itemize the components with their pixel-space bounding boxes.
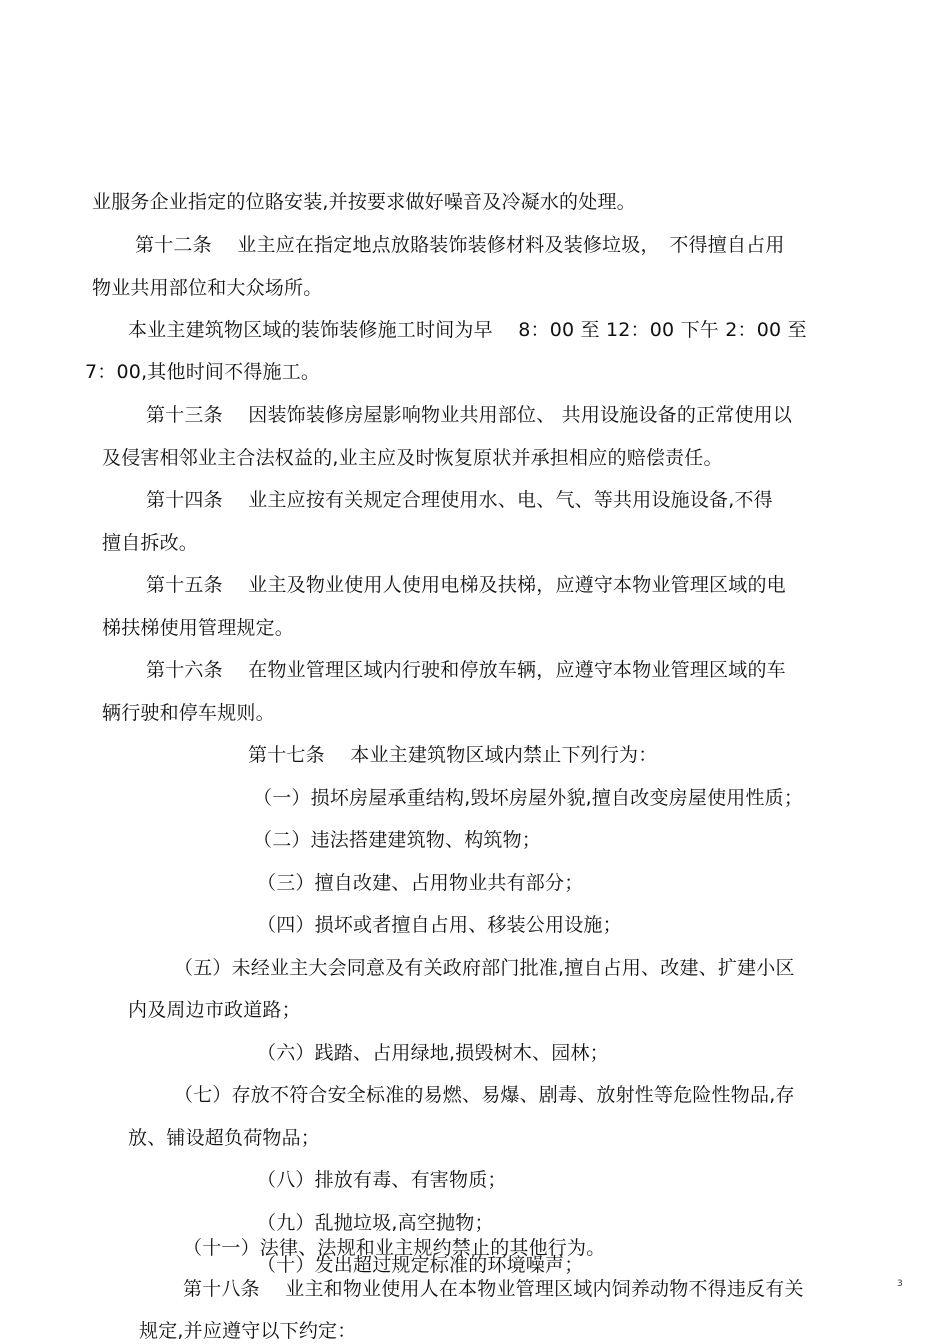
list-item: （四）损坏或者擅自占用、移装公用设施； xyxy=(257,914,622,936)
article-14-heading: 第十四条 业主应按有关规定合理使用水、电、气、等共用设施设备,不得 xyxy=(146,489,773,511)
list-item: （八）排放有毒、有害物质； xyxy=(257,1169,507,1191)
article-13-heading: 第十三条 因装饰装修房屋影响物业共用部位、 共用设施设备的正常使用以 xyxy=(146,404,793,426)
text-line: 放、铺设超负荷物品； xyxy=(128,1127,321,1149)
list-item: （三）擅自改建、占用物业共有部分； xyxy=(257,872,584,894)
text-line: 辆行驶和停车规则。 xyxy=(102,702,275,724)
article-15-heading: 第十五条 业主及物业使用人使用电梯及扶梯，应遵守本物业管理区域的电 xyxy=(146,574,786,596)
list-item: （二）违法搭建建筑物、构筑物； xyxy=(253,829,542,851)
text-line: 7：00,其他时间不得施工。 xyxy=(85,361,321,383)
construction-hours-line: 本业主建筑物区域的装饰装修施工时间为早 8：00 至 12：00 下午 2：00 至 xyxy=(128,319,807,341)
article-12-heading: 第十二条 业主应在指定地点放賂装饰装修材料及装修垃圾， 不得擅自占用 xyxy=(135,234,785,256)
text-line: 梯扶梯使用管理规定。 xyxy=(102,617,295,639)
text-line: 及侵害相邻业主合法权益的,业主应及时恢复原状并承担相应的赔偿责任。 xyxy=(102,447,723,469)
text-line: 规定,并应遵守以下约定： xyxy=(139,1320,357,1342)
list-item: （五）未经业主大会同意及有关政府部门批准,擅自占用、改建、扩建小区 xyxy=(174,957,795,979)
list-item: （一）损坏房屋承重结构,毁坏房屋外貌,擅自改变房屋使用性质； xyxy=(253,787,804,809)
list-item: （十一）法律、法规和业主规约禁止的其他行为。 xyxy=(183,1237,606,1259)
list-item: （六）践踏、占用绿地,损毁树木、园林； xyxy=(257,1042,609,1064)
article-17-heading: 第十七条 本业主建筑物区域内禁止下列行为： xyxy=(248,744,658,766)
article-18-heading: 第十八条 业主和物业使用人在本物业管理区域内饲养动物不得违反有关 xyxy=(183,1278,804,1300)
list-item: （十）发出超过规定标准的环境噪声； xyxy=(257,1254,584,1276)
text-line: 物业共用部位和大众场所。 xyxy=(92,277,323,299)
page-number: 3 xyxy=(897,1279,903,1289)
list-item: （九）乱抛垃圾,高空抛物； xyxy=(257,1212,494,1234)
list-item: （七）存放不符合安全标准的易燃、易爆、剧毒、放射性等危险性物品,存 xyxy=(174,1084,795,1106)
text-line: 擅自拆改。 xyxy=(102,532,199,554)
article-16-heading: 第十六条 在物业管理区域内行驶和停放车辆，应遵守本物业管理区域的车 xyxy=(146,659,786,681)
text-line: 业服务企业指定的位賂安装,并按要求做好噪音及冷凝水的处理。 xyxy=(92,191,636,213)
text-line: 内及周边市政道路； xyxy=(128,999,301,1021)
